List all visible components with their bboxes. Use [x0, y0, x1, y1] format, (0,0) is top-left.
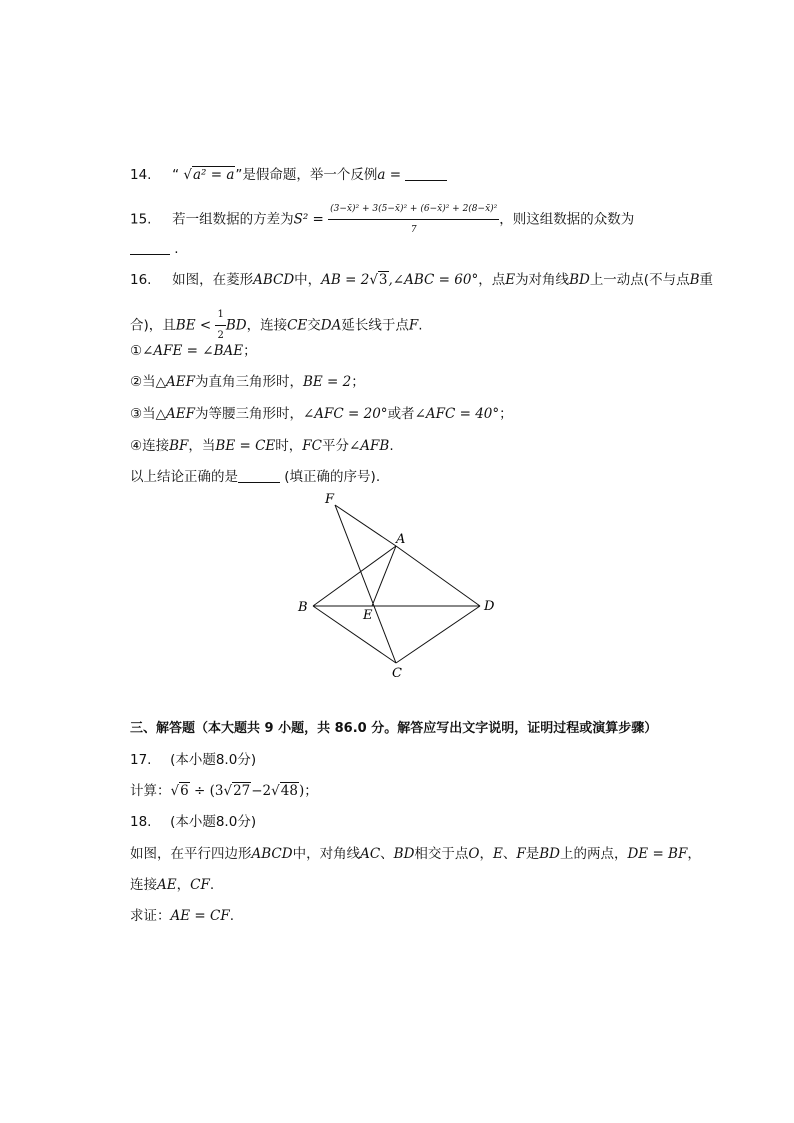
score-label: (本小题8.0分): [170, 814, 257, 830]
text: 计算：: [130, 783, 171, 799]
answer-blank[interactable]: [238, 468, 280, 483]
sqrt-expression: √a² = a: [183, 167, 235, 183]
score-label: (本小题8.0分): [170, 752, 257, 768]
text: 交: [307, 317, 321, 334]
text: .: [209, 877, 215, 893]
question-17-body: [130, 781, 318, 801]
label-B: B: [298, 600, 308, 615]
math: BF: [169, 438, 189, 454]
math: △AEF: [155, 406, 195, 422]
math: FC: [302, 438, 322, 454]
label-E: E: [363, 608, 373, 623]
variance-symbol: S² =: [293, 211, 324, 228]
math: BD: [225, 317, 247, 334]
statement-4: [130, 436, 394, 456]
text: 时，: [275, 438, 303, 454]
question-16-line-1: [130, 270, 713, 290]
math: ∠AFC = 40°: [414, 406, 500, 422]
math: BE = 2: [302, 374, 352, 390]
text: ；: [243, 343, 257, 359]
text: 中，: [294, 272, 322, 288]
math: )；: [298, 783, 318, 799]
text: ④连接: [130, 438, 170, 454]
question-18-header: [130, 812, 256, 832]
text: (填正确的序号).: [280, 469, 381, 485]
radicand: 6: [180, 783, 189, 799]
question-number: 16.: [130, 272, 152, 288]
math: CE: [287, 317, 308, 334]
text: .: [389, 438, 394, 454]
sqrt-27: √27: [223, 783, 251, 799]
text: 重: [699, 272, 714, 288]
period: .: [174, 241, 179, 257]
segment-AD: [396, 546, 480, 606]
segment-CB: [313, 606, 396, 663]
text: ，连接: [246, 317, 288, 334]
math: B: [689, 272, 700, 288]
text: 以上结论正确的是: [130, 469, 238, 485]
text: ，: [687, 846, 701, 862]
statement-3: [130, 404, 513, 424]
rhombus-figure: [290, 488, 510, 683]
text: 为对角线: [515, 272, 570, 288]
math: AE = CF: [170, 908, 230, 924]
math: BD: [569, 272, 590, 288]
text: 中，对角线: [292, 846, 361, 862]
math: BD: [539, 846, 560, 862]
label-C: C: [392, 666, 402, 681]
text: 相交于点: [414, 846, 469, 862]
text: 是: [525, 846, 540, 862]
math: E: [493, 846, 503, 862]
radicand: 3: [378, 272, 388, 288]
text: 为直角三角形时，: [194, 374, 303, 390]
question-number: 18.: [130, 814, 152, 830]
fraction-denominator: 7: [410, 225, 417, 235]
sqrt-48: √48: [271, 783, 298, 799]
fraction-numerator: 1: [215, 305, 225, 326]
math: AC: [360, 846, 381, 862]
text: 上一动点(不与点: [589, 272, 690, 288]
question-number: 17.: [130, 752, 152, 768]
question-18-line-2: [130, 875, 214, 895]
question-14: [130, 165, 447, 185]
text: ，: [176, 877, 191, 893]
math: ∠AFE = ∠BAE: [142, 343, 244, 359]
math: AE: [157, 877, 177, 893]
text: 平分: [321, 438, 349, 454]
math: CF: [190, 877, 210, 893]
text: 如图，在平行四边形: [130, 846, 252, 862]
q14-text: ”是假命题，举一个反例: [235, 167, 378, 183]
math: AB = 2: [321, 272, 370, 288]
question-number: 14.: [130, 167, 152, 183]
fraction-numerator: (3−x̄)² + 3(5−x̄)² + (6−x̄)² + 2(8−x̄)²: [328, 199, 499, 220]
math: ÷ (3: [189, 783, 224, 799]
text: 、: [502, 846, 517, 862]
text: ，点: [478, 272, 506, 288]
math: ABCD: [253, 272, 295, 288]
answer-blank[interactable]: [130, 240, 170, 255]
q15-text-2: ，则这组数据的众数为: [499, 211, 635, 228]
segment-FA: [335, 505, 396, 546]
math: BE <: [175, 317, 212, 334]
label-F: F: [325, 492, 335, 507]
text: 为等腰三角形时，: [194, 406, 303, 422]
statement-2: [130, 372, 365, 392]
half-fraction: [215, 305, 225, 346]
text: ③当: [130, 406, 156, 422]
label-A: A: [396, 532, 406, 547]
radicand: 27: [233, 783, 251, 799]
math: BD: [393, 846, 415, 862]
question-16-line-2: [130, 305, 423, 346]
question-number: 15.: [130, 211, 152, 228]
question-18-line-3: [130, 906, 234, 926]
q15-text: 若一组数据的方差为: [172, 211, 294, 228]
text: 或者: [387, 406, 415, 422]
text: .: [229, 908, 234, 924]
figure-lines: [313, 505, 480, 663]
math: ABCD: [251, 846, 293, 862]
label-D: D: [484, 599, 495, 614]
q14-variable: a =: [377, 167, 402, 183]
text: ；: [499, 406, 513, 422]
statement-1: [130, 341, 257, 361]
text: ②当: [130, 374, 156, 390]
section-heading: 三、解答题（本大题共 9 小题，共 86.0 分。解答应写出文字说明，证明过程或演算步骤）: [130, 721, 658, 736]
text: 上的两点，: [559, 846, 628, 862]
math: DE = BF: [627, 846, 688, 862]
text: 如图，在菱形: [172, 272, 254, 288]
math: E: [505, 272, 516, 288]
sqrt-6: √6: [170, 783, 189, 799]
math: −2: [251, 783, 272, 799]
conclusion-line: [130, 467, 380, 487]
text: 延长线于点: [341, 317, 409, 334]
text: 合)，且: [130, 317, 176, 334]
fraction-denominator: 2: [217, 330, 224, 341]
text: 连接: [130, 877, 157, 893]
math: F: [516, 846, 526, 862]
math: BE = CE: [215, 438, 276, 454]
text: ①: [130, 343, 143, 359]
question-18-line-1: [130, 844, 701, 864]
text: ；: [351, 374, 365, 390]
text: ，: [479, 846, 493, 862]
variance-fraction: [328, 199, 499, 240]
math: ∠AFB: [348, 438, 390, 454]
question-15: [130, 199, 634, 240]
math: △AEF: [155, 374, 195, 390]
sqrt-3: √3: [369, 272, 388, 288]
quote-open: “: [172, 167, 180, 183]
text: ，当: [188, 438, 216, 454]
math: O: [468, 846, 480, 862]
radicand: a² = a: [192, 167, 235, 183]
math: DA: [320, 317, 342, 334]
radicand: 48: [280, 783, 298, 799]
question-15-blank-line: [130, 239, 179, 259]
answer-blank[interactable]: [405, 166, 447, 181]
math: ,∠ABC = 60°: [388, 272, 479, 288]
text: 、: [380, 846, 394, 862]
segment-DC: [396, 606, 480, 663]
math: F: [408, 317, 419, 334]
math: ∠AFC = 20°: [302, 406, 388, 422]
question-17-header: [130, 750, 256, 770]
text: .: [418, 317, 423, 334]
text: 求证：: [130, 908, 171, 924]
